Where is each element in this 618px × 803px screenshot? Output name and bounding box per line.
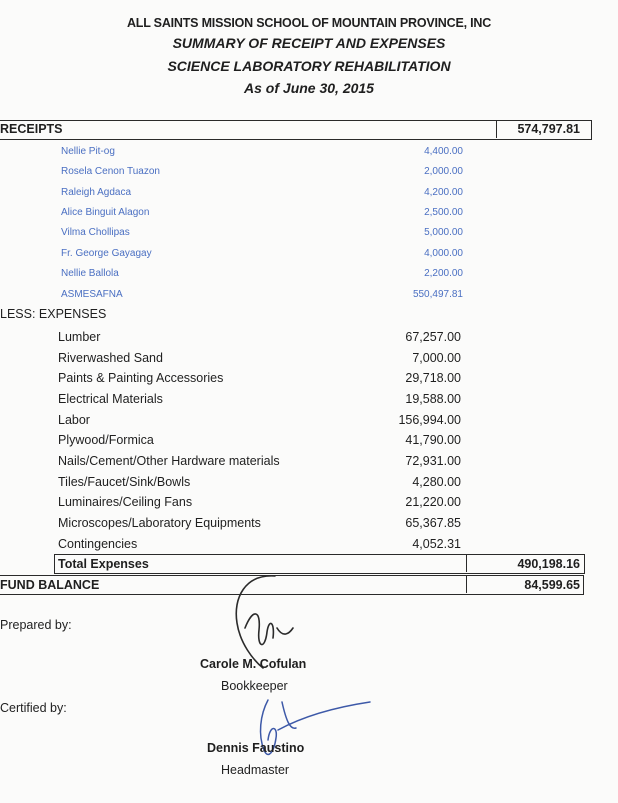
expense-row (0, 410, 618, 430)
receipts-total: 574,797.81 (517, 122, 580, 136)
receipt-row (0, 223, 618, 243)
expense-row (0, 327, 618, 347)
expense-row (0, 492, 618, 512)
receipt-amount: 4,400.00 (424, 146, 463, 157)
receipt-row (0, 142, 618, 162)
receipt-row (0, 244, 618, 264)
receipts-label: RECEIPTS (0, 122, 63, 136)
fund-balance-divider (466, 575, 467, 593)
certifier-signature (230, 690, 400, 770)
certified-by-label: Certified by: (0, 701, 67, 715)
org-name: ALL SAINTS MISSION SCHOOL OF MOUNTAIN PROVINCE, INC (126, 16, 492, 30)
expense-amount: 67,257.00 (405, 330, 461, 344)
document-date: As of June 30, 2015 (244, 80, 374, 96)
expense-row (0, 451, 618, 471)
expense-row (0, 348, 618, 368)
expense-amount: 29,718.00 (405, 371, 461, 385)
document-title: SUMMARY OF RECEIPT AND EXPENSES (172, 35, 446, 51)
receipt-name: Nellie Ballola (61, 268, 119, 279)
expenses-label: LESS: EXPENSES (0, 307, 107, 321)
receipt-row (0, 162, 618, 182)
expense-name: Luminaires/Ceiling Fans (58, 495, 193, 509)
receipt-amount: 550,497.81 (412, 289, 463, 300)
expense-row (0, 513, 618, 533)
receipt-amount: 4,200.00 (424, 187, 463, 198)
receipt-row (0, 264, 618, 284)
preparer-title: Bookkeeper (221, 679, 288, 693)
certifier-title: Headmaster (221, 763, 290, 777)
expense-row (0, 430, 618, 450)
prepared-by-label: Prepared by: (0, 618, 72, 632)
expense-name: Microscopes/Laboratory Equipments (58, 516, 261, 530)
expense-amount: 4,052.31 (412, 537, 461, 551)
expense-amount: 19,588.00 (405, 392, 461, 406)
expense-amount: 21,220.00 (405, 495, 461, 509)
receipt-amount: 2,000.00 (424, 166, 463, 177)
fund-balance-label: FUND BALANCE (0, 578, 100, 592)
expense-name: Plywood/Formica (58, 433, 154, 447)
receipt-name: Vilma Chollipas (61, 227, 130, 238)
expense-name: Labor (58, 413, 90, 427)
receipt-amount: 2,200.00 (424, 268, 463, 279)
expense-amount: 7,000.00 (412, 351, 461, 365)
receipt-row (0, 203, 618, 223)
receipt-name: Raleigh Agdaca (61, 187, 132, 198)
expense-amount: 72,931.00 (405, 454, 461, 468)
receipt-amount: 5,000.00 (424, 227, 463, 238)
expense-amount: 156,994.00 (398, 413, 461, 427)
expense-amount: 4,280.00 (412, 475, 461, 489)
expense-name: Tiles/Faucet/Sink/Bowls (58, 475, 191, 489)
total-expenses-label: Total Expenses (58, 557, 149, 571)
expense-name: Riverwashed Sand (58, 351, 163, 365)
receipt-amount: 4,000.00 (424, 248, 463, 259)
expense-row (0, 368, 618, 388)
receipt-row (0, 285, 618, 305)
expense-name: Nails/Cement/Other Hardware materials (58, 454, 280, 468)
expense-row (0, 389, 618, 409)
expense-name: Paints & Painting Accessories (58, 371, 224, 385)
expense-amount: 41,790.00 (405, 433, 461, 447)
expense-name: Contingencies (58, 537, 138, 551)
receipt-name: Alice Binguit Alagon (61, 207, 150, 218)
certifier-name: Dennis Faustino (207, 741, 305, 755)
expense-row (0, 472, 618, 492)
receipt-name: Rosela Cenon Tuazon (61, 166, 160, 177)
receipt-name: Fr. George Gayagay (61, 248, 152, 259)
document-subtitle: SCIENCE LABORATORY REHABILITATION (167, 58, 451, 74)
receipt-name: Nellie Pit-og (61, 146, 115, 157)
expense-name: Electrical Materials (58, 392, 163, 406)
expense-amount: 65,367.85 (405, 516, 461, 530)
expense-row (0, 534, 618, 554)
receipt-amount: 2,500.00 (424, 207, 463, 218)
total-expenses-value: 490,198.16 (517, 557, 580, 571)
receipt-name: ASMESAFNA (61, 289, 123, 300)
total-expenses-divider (466, 554, 467, 572)
fund-balance-value: 84,599.65 (524, 578, 580, 592)
expense-name: Lumber (58, 330, 101, 344)
preparer-name: Carole M. Cofulan (200, 657, 307, 671)
receipt-row (0, 183, 618, 203)
